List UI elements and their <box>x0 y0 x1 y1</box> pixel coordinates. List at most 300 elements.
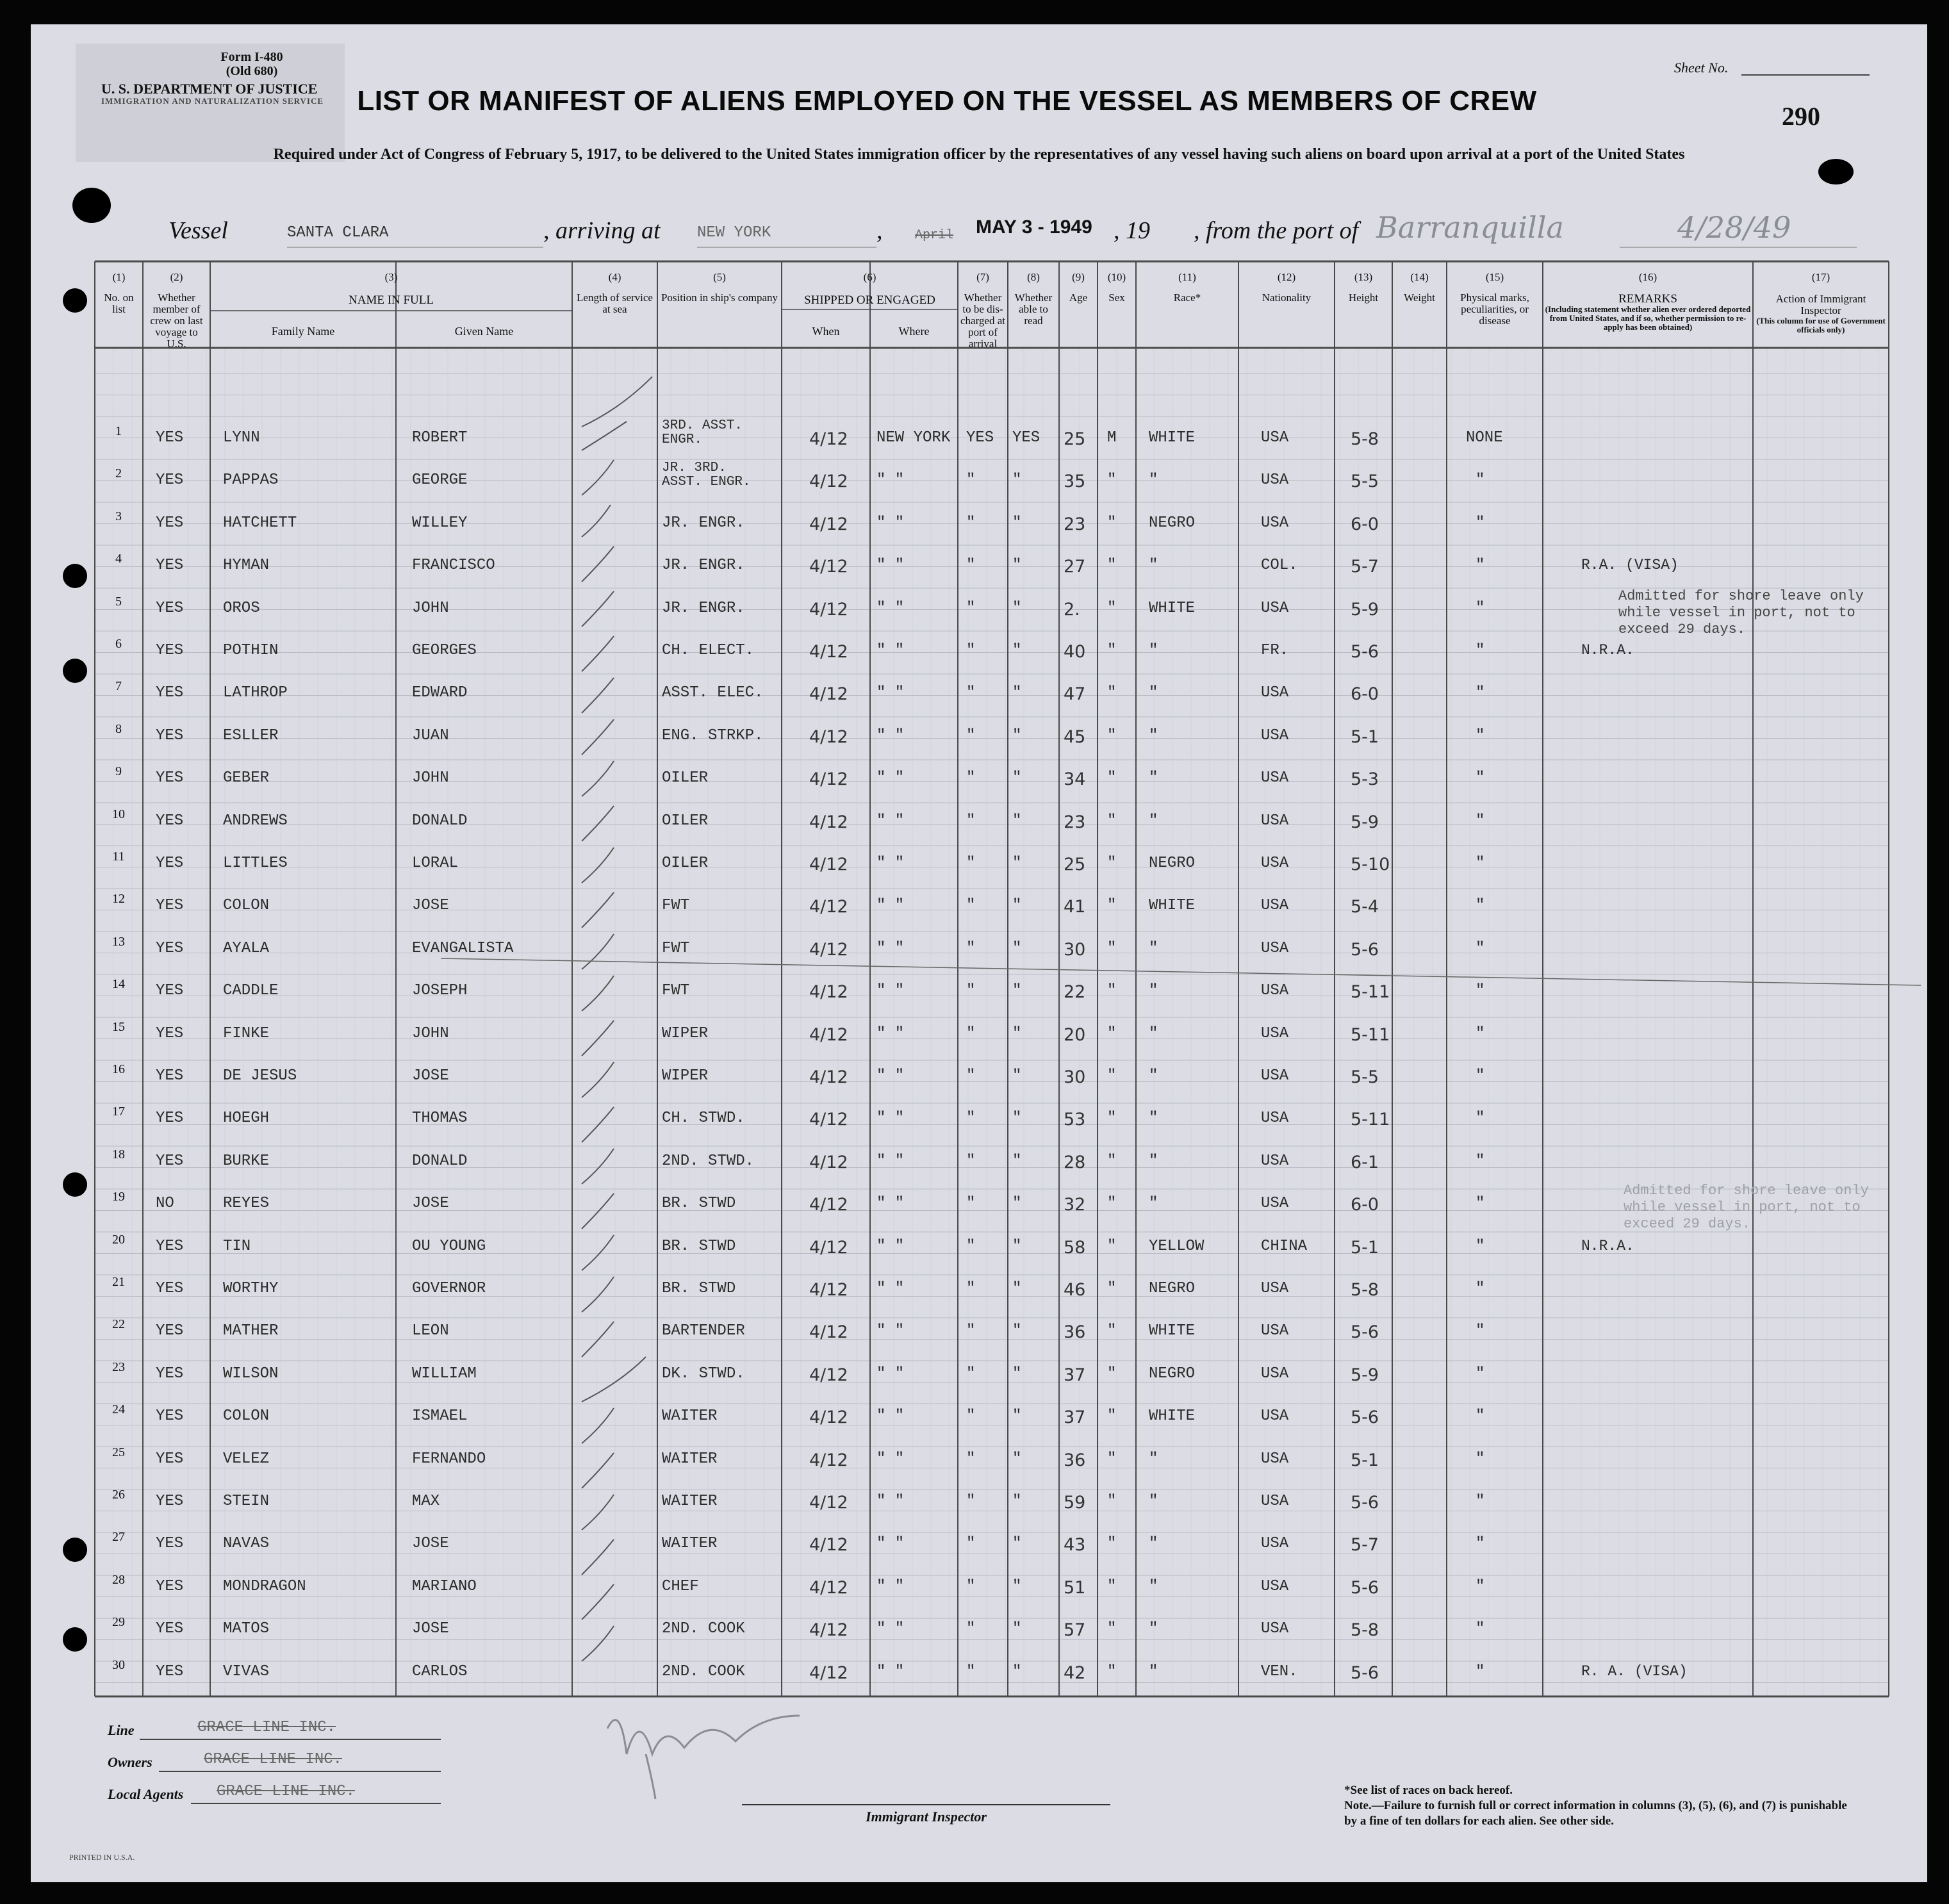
member-cell: YES <box>156 1620 184 1638</box>
age-cell: 23 <box>1064 812 1086 832</box>
discharged-cell: " <box>966 1067 976 1085</box>
when-cell: 4/12 <box>809 642 848 662</box>
discharged-cell: " <box>966 1110 976 1128</box>
read-cell: " <box>1012 1577 1022 1595</box>
race-cell: " <box>1149 1493 1158 1510</box>
sex-cell: " <box>1107 514 1117 532</box>
row-number: 18 <box>112 1147 125 1161</box>
age-cell: 40 <box>1064 642 1086 662</box>
member-cell: YES <box>156 1535 184 1553</box>
column-header-label: Height <box>1348 291 1379 304</box>
nationality-cell: USA <box>1261 1577 1289 1595</box>
family-name-cell: VIVAS <box>223 1662 270 1680</box>
nationality-cell: USA <box>1261 1535 1289 1553</box>
row-number: 30 <box>112 1657 125 1672</box>
row-number: 10 <box>112 807 125 821</box>
where-cell: " " <box>876 472 905 489</box>
read-cell: " <box>1012 1195 1022 1213</box>
height-cell: 5-6 <box>1351 1577 1379 1598</box>
column-number: (11) <box>1178 271 1196 283</box>
when-cell: 4/12 <box>809 1024 848 1045</box>
row-number: 4 <box>115 552 122 566</box>
nationality-cell: USA <box>1261 1152 1289 1170</box>
column-number: (6) <box>863 271 876 283</box>
row-number: 17 <box>112 1104 125 1119</box>
where-cell: NEW YORK <box>876 429 951 447</box>
when-cell: 4/12 <box>809 1407 848 1428</box>
height-cell: 5-3 <box>1351 769 1379 790</box>
nationality-cell: USA <box>1261 1110 1289 1128</box>
arriving-label: , arriving at <box>543 217 661 244</box>
marks-cell: NONE <box>1466 429 1503 447</box>
old-form-no: (Old 680) <box>226 64 278 78</box>
given-name-cell: ROBERT <box>412 429 468 447</box>
height-cell: 5-6 <box>1351 939 1379 960</box>
sex-cell: " <box>1107 1067 1117 1085</box>
race-cell: " <box>1149 1067 1158 1085</box>
member-cell: YES <box>156 1577 184 1595</box>
sheet-label: Sheet No. <box>1674 60 1729 76</box>
remarks-cell: R.A. (VISA) <box>1581 557 1679 574</box>
sex-cell: " <box>1107 939 1117 957</box>
footnote <box>1344 1783 1857 1829</box>
sex-cell: " <box>1107 1195 1117 1213</box>
position-cell: JR. ENGR. <box>662 599 745 617</box>
height-cell: 5-8 <box>1351 429 1379 449</box>
nationality-cell: USA <box>1261 1067 1289 1085</box>
discharged-cell: " <box>966 939 976 957</box>
race-cell: WHITE <box>1149 599 1196 617</box>
race-cell: " <box>1149 557 1158 575</box>
race-cell: NEGRO <box>1149 855 1196 872</box>
family-name-cell: CADDLE <box>223 982 279 1000</box>
when-cell: 4/12 <box>809 1662 848 1683</box>
height-cell: 5-6 <box>1351 1407 1379 1428</box>
nationality-cell: USA <box>1261 514 1289 532</box>
discharged-cell: " <box>966 1365 976 1383</box>
family-name-cell: AYALA <box>223 939 270 957</box>
marks-cell: " <box>1476 557 1485 575</box>
where-cell: " " <box>876 1110 905 1128</box>
sex-cell: " <box>1107 1365 1117 1383</box>
family-name-cell: COLON <box>223 1407 270 1425</box>
where-cell: " " <box>876 1280 905 1297</box>
read-cell: " <box>1012 1493 1022 1510</box>
position-cell: JR. ENGR. <box>662 514 745 532</box>
service-name: IMMIGRATION AND NATURALIZATION SERVICE <box>101 96 324 106</box>
member-cell: YES <box>156 1280 184 1297</box>
where-cell: " " <box>876 599 905 617</box>
where-cell: " " <box>876 1493 905 1510</box>
page-title: LIST OR MANIFEST OF ALIENS EMPLOYED ON THE VESSEL AS MEMBERS OF CREW <box>357 85 1537 117</box>
sex-cell: " <box>1107 642 1117 659</box>
age-cell: 45 <box>1064 726 1086 747</box>
column-subheader: When <box>812 325 840 338</box>
discharged-cell: " <box>966 514 976 532</box>
given-name-cell: JUAN <box>412 726 449 744</box>
race-cell: " <box>1149 982 1158 1000</box>
position-cell: BR. STWD <box>662 1237 736 1255</box>
age-cell: 20 <box>1064 1024 1086 1045</box>
row-number: 11 <box>112 849 125 864</box>
age-cell: 53 <box>1064 1110 1086 1130</box>
sex-cell: " <box>1107 1322 1117 1340</box>
column-header-label: Weight <box>1404 291 1435 304</box>
height-cell: 6-0 <box>1351 1195 1379 1215</box>
where-cell: " " <box>876 769 905 787</box>
race-cell: " <box>1149 1152 1158 1170</box>
vessel-name: SANTA CLARA <box>287 224 389 242</box>
position-cell: WIPER <box>662 1024 709 1042</box>
read-cell: " <box>1012 1024 1022 1042</box>
position-cell: WAITER <box>662 1407 718 1425</box>
sex-cell: " <box>1107 1450 1117 1468</box>
race-cell: NEGRO <box>1149 1365 1196 1383</box>
where-cell: " " <box>876 1237 905 1255</box>
where-cell: " " <box>876 1450 905 1468</box>
line-value: GRACE LINE INC. <box>197 1719 336 1736</box>
given-name-cell: GEORGES <box>412 642 477 659</box>
row-number: 23 <box>112 1359 125 1374</box>
column-header-label: Sex <box>1108 291 1125 304</box>
shore-leave-note-1: Admitted for shore leave only while vessel in port, not to exceed 29 days. <box>1618 588 1864 637</box>
row-number: 26 <box>112 1488 125 1502</box>
marks-cell: " <box>1476 1322 1485 1340</box>
nationality-cell: USA <box>1261 1407 1289 1425</box>
given-name-cell: JOSE <box>412 1195 449 1213</box>
family-name-cell: BURKE <box>223 1152 270 1170</box>
from-port-label: , from the port of <box>1194 217 1359 244</box>
discharged-cell: " <box>966 1577 976 1595</box>
where-cell: " " <box>876 642 905 659</box>
height-cell: 5-9 <box>1351 599 1379 620</box>
owners-value: GRACE LINE INC. <box>204 1751 343 1768</box>
when-cell: 4/12 <box>809 726 848 747</box>
read-cell: " <box>1012 1067 1022 1085</box>
sex-cell: " <box>1107 472 1117 489</box>
column-header-label: Length of service at sea <box>577 291 653 315</box>
when-cell: 4/12 <box>809 1237 848 1258</box>
position-cell: 2ND. COOK <box>662 1620 745 1638</box>
read-cell: " <box>1012 769 1022 787</box>
row-number: 9 <box>115 764 122 779</box>
marks-cell: " <box>1476 1493 1485 1510</box>
race-cell: " <box>1149 1620 1158 1638</box>
row-number: 14 <box>112 977 125 992</box>
given-name-cell: CARLOS <box>412 1662 468 1680</box>
nationality-cell: CHINA <box>1261 1237 1308 1255</box>
family-name-cell: TIN <box>223 1237 251 1255</box>
sex-cell: " <box>1107 1407 1117 1425</box>
family-name-cell: COLON <box>223 897 270 915</box>
height-cell: 5-11 <box>1351 1110 1390 1130</box>
given-name-cell: OU YOUNG <box>412 1237 486 1255</box>
nationality-cell: USA <box>1261 1620 1289 1638</box>
from-port: Barranquilla <box>1376 210 1564 245</box>
member-cell: YES <box>156 769 184 787</box>
read-cell: " <box>1012 726 1022 744</box>
sex-cell: " <box>1107 684 1117 702</box>
read-cell: " <box>1012 1620 1022 1638</box>
sex-cell: " <box>1107 1110 1117 1128</box>
height-cell: 6-0 <box>1351 684 1379 705</box>
race-cell: " <box>1149 1450 1158 1468</box>
discharged-cell: " <box>966 1024 976 1042</box>
race-cell: WHITE <box>1149 897 1196 915</box>
position-cell: WIPER <box>662 1067 709 1085</box>
height-cell: 5-1 <box>1351 1237 1379 1258</box>
inspector-signature-line <box>742 1804 1110 1805</box>
position-cell: WAITER <box>662 1535 718 1553</box>
binder-hole <box>63 659 87 683</box>
sex-cell: " <box>1107 599 1117 617</box>
column-header-label: Physical marks, peculiarities, or disease <box>1460 291 1529 327</box>
nationality-cell: VEN. <box>1261 1662 1298 1680</box>
nationality-cell: USA <box>1261 1322 1289 1340</box>
age-cell: 32 <box>1064 1195 1086 1215</box>
inspector-label: Immigrant Inspector <box>866 1809 987 1825</box>
sex-cell: " <box>1107 769 1117 787</box>
column-number: (7) <box>976 271 989 283</box>
member-cell: YES <box>156 472 184 489</box>
struck-month: April <box>915 228 954 243</box>
vessel-label: Vessel <box>169 217 228 244</box>
when-cell: 4/12 <box>809 1365 848 1385</box>
department-name: U. S. DEPARTMENT OF JUSTICE <box>101 81 318 97</box>
column-header-label: Whether able to read <box>1014 291 1053 327</box>
when-cell: 4/12 <box>809 1450 848 1470</box>
discharged-cell: " <box>966 982 976 1000</box>
age-cell: 46 <box>1064 1280 1086 1300</box>
discharged-cell: " <box>966 1662 976 1680</box>
given-name-cell: GOVERNOR <box>412 1280 486 1297</box>
when-cell: 4/12 <box>809 1280 848 1300</box>
when-cell: 4/12 <box>809 1620 848 1641</box>
given-name-cell: MARIANO <box>412 1577 477 1595</box>
given-name-cell: ISMAEL <box>412 1407 468 1425</box>
member-cell: YES <box>156 1067 184 1085</box>
read-cell: " <box>1012 1152 1022 1170</box>
given-name-cell: FRANCISCO <box>412 557 495 575</box>
column-number: (12) <box>1277 271 1296 283</box>
read-cell: " <box>1012 557 1022 575</box>
when-cell: 4/12 <box>809 982 848 1003</box>
row-number: 27 <box>112 1530 125 1545</box>
row-number: 12 <box>112 892 125 907</box>
discharged-cell: " <box>966 1195 976 1213</box>
family-name-cell: PAPPAS <box>223 472 279 489</box>
race-cell: WHITE <box>1149 1407 1196 1425</box>
marks-cell: " <box>1476 897 1485 915</box>
member-cell: YES <box>156 1237 184 1255</box>
height-cell: 5-10 <box>1351 855 1390 874</box>
read-cell: " <box>1012 897 1022 915</box>
age-cell: 25 <box>1064 855 1086 874</box>
sex-cell: " <box>1107 1662 1117 1680</box>
position-cell: ASST. ELEC. <box>662 684 764 702</box>
nationality-cell: USA <box>1261 1195 1289 1213</box>
nationality-cell: USA <box>1261 599 1289 617</box>
age-cell: 22 <box>1064 982 1086 1003</box>
row-number: 2 <box>115 466 122 481</box>
row-number: 7 <box>115 679 122 694</box>
nationality-cell: USA <box>1261 1450 1289 1468</box>
row-number: 22 <box>112 1317 125 1332</box>
column-number: (15) <box>1485 271 1504 283</box>
read-cell: " <box>1012 684 1022 702</box>
nationality-cell: USA <box>1261 1365 1289 1383</box>
when-cell: 4/12 <box>809 1322 848 1343</box>
discharged-cell: " <box>966 642 976 659</box>
fine-note: Note.—Failure to furnish full or correct information in columns (3), (5), (6), and (7) is punishable by a fine of ten dollars for each alien. See other side. <box>1344 1799 1847 1828</box>
read-cell: " <box>1012 514 1022 532</box>
member-cell: YES <box>156 1365 184 1383</box>
member-cell: YES <box>156 982 184 1000</box>
member-cell: YES <box>156 514 184 532</box>
marks-cell: " <box>1476 1195 1485 1213</box>
row-number: 24 <box>112 1402 125 1417</box>
given-name-cell: JOSE <box>412 1067 449 1085</box>
family-name-cell: MATOS <box>223 1620 270 1638</box>
family-name-cell: NAVAS <box>223 1535 270 1553</box>
nationality-cell: USA <box>1261 1493 1289 1510</box>
family-name-cell: DE JESUS <box>223 1067 297 1085</box>
age-cell: 36 <box>1064 1322 1086 1343</box>
sex-cell: " <box>1107 982 1117 1000</box>
race-cell: " <box>1149 1195 1158 1213</box>
nationality-cell: USA <box>1261 1280 1289 1297</box>
position-cell: OILER <box>662 855 709 872</box>
age-cell: 27 <box>1064 557 1086 577</box>
remarks-cell: R. A. (VISA) <box>1581 1662 1688 1680</box>
discharged-cell: " <box>966 1450 976 1468</box>
when-cell: 4/12 <box>809 1493 848 1513</box>
row-number: 16 <box>112 1062 125 1076</box>
when-cell: 4/12 <box>809 1195 848 1215</box>
row-number: 1 <box>115 424 122 438</box>
where-cell: " " <box>876 812 905 830</box>
height-cell: 5-6 <box>1351 1662 1379 1683</box>
column-number: (14) <box>1410 271 1429 283</box>
position-cell: BR. STWD <box>662 1195 736 1213</box>
position-cell: OILER <box>662 769 709 787</box>
age-cell: 47 <box>1064 684 1086 705</box>
family-name-cell: LYNN <box>223 429 260 447</box>
when-cell: 4/12 <box>809 557 848 577</box>
row-number: 21 <box>112 1275 125 1289</box>
sex-cell: " <box>1107 1577 1117 1595</box>
nationality-cell: USA <box>1261 429 1289 447</box>
sex-cell: " <box>1107 1493 1117 1510</box>
nationality-cell: COL. <box>1261 557 1298 575</box>
family-name-cell: REYES <box>223 1195 270 1213</box>
marks-cell: " <box>1476 812 1485 830</box>
member-cell: YES <box>156 726 184 744</box>
row-number: 19 <box>112 1190 125 1204</box>
given-name-cell: MAX <box>412 1493 440 1510</box>
family-name-cell: HATCHETT <box>223 514 297 532</box>
marks-cell: " <box>1476 599 1485 617</box>
binder-hole <box>63 1172 87 1197</box>
position-cell: 2ND. COOK <box>662 1662 745 1680</box>
race-cell: " <box>1149 1024 1158 1042</box>
member-cell: YES <box>156 1407 184 1425</box>
position-cell: WAITER <box>662 1450 718 1468</box>
where-cell: " " <box>876 1152 905 1170</box>
discharged-cell: " <box>966 599 976 617</box>
nationality-cell: USA <box>1261 684 1289 702</box>
given-name-cell: GEORGE <box>412 472 468 489</box>
marks-cell: " <box>1476 982 1485 1000</box>
ink-blot <box>72 188 111 223</box>
member-cell: YES <box>156 599 184 617</box>
height-cell: 6-0 <box>1351 514 1379 534</box>
shore-leave-note-2: Admitted for shore leave only while vessel in port, not to exceed 29 days. <box>1624 1183 1869 1232</box>
family-name-cell: MONDRAGON <box>223 1577 306 1595</box>
race-cell: " <box>1149 684 1158 702</box>
race-note: *See list of races on back hereof. <box>1344 1784 1513 1797</box>
row-number: 28 <box>112 1572 125 1587</box>
ink-blot <box>1818 159 1854 185</box>
sheet-number: 290 <box>1782 102 1820 131</box>
form-no: Form I-480 <box>220 50 283 64</box>
when-cell: 4/12 <box>809 684 848 705</box>
column-number: (13) <box>1354 271 1373 283</box>
member-cell: YES <box>156 897 184 915</box>
column-subheader: Where <box>898 325 930 338</box>
race-cell: " <box>1149 726 1158 744</box>
member-cell: NO <box>156 1195 174 1213</box>
when-cell: 4/12 <box>809 855 848 874</box>
sex-cell: M <box>1107 429 1117 447</box>
sex-cell: " <box>1107 726 1117 744</box>
discharged-cell: " <box>966 769 976 787</box>
where-cell: " " <box>876 684 905 702</box>
comma: , <box>876 217 883 244</box>
marks-cell: " <box>1476 642 1485 659</box>
from-date: 4/28/49 <box>1677 210 1791 245</box>
where-cell: " " <box>876 982 905 1000</box>
column-header-label: Whether member of crew on last voyage to U.S. <box>150 291 203 350</box>
when-cell: 4/12 <box>809 939 848 960</box>
discharged-cell: " <box>966 1407 976 1425</box>
column-number: (8) <box>1027 271 1040 283</box>
given-name-cell: JOSE <box>412 897 449 915</box>
height-cell: 5-6 <box>1351 1322 1379 1343</box>
nationality-cell: USA <box>1261 982 1289 1000</box>
read-cell: " <box>1012 1450 1022 1468</box>
marks-cell: " <box>1476 855 1485 872</box>
member-cell: YES <box>156 812 184 830</box>
height-cell: 5-6 <box>1351 1493 1379 1513</box>
when-cell: 4/12 <box>809 769 848 790</box>
when-cell: 4/12 <box>809 1152 848 1172</box>
column-header-label: No. on list <box>104 291 134 315</box>
row-number: 29 <box>112 1615 125 1630</box>
position-cell: FWT <box>662 939 690 957</box>
race-cell: NEGRO <box>1149 1280 1196 1297</box>
sex-cell: " <box>1107 1280 1117 1297</box>
where-cell: " " <box>876 1577 905 1595</box>
race-cell: WHITE <box>1149 429 1196 447</box>
age-cell: 57 <box>1064 1620 1086 1641</box>
member-cell: YES <box>156 1024 184 1042</box>
when-cell: 4/12 <box>809 1110 848 1130</box>
age-cell: 59 <box>1064 1493 1086 1513</box>
column-header-label: SHIPPED OR ENGAGED <box>804 293 935 307</box>
column-number: (10) <box>1107 271 1126 283</box>
where-cell: " " <box>876 1620 905 1638</box>
